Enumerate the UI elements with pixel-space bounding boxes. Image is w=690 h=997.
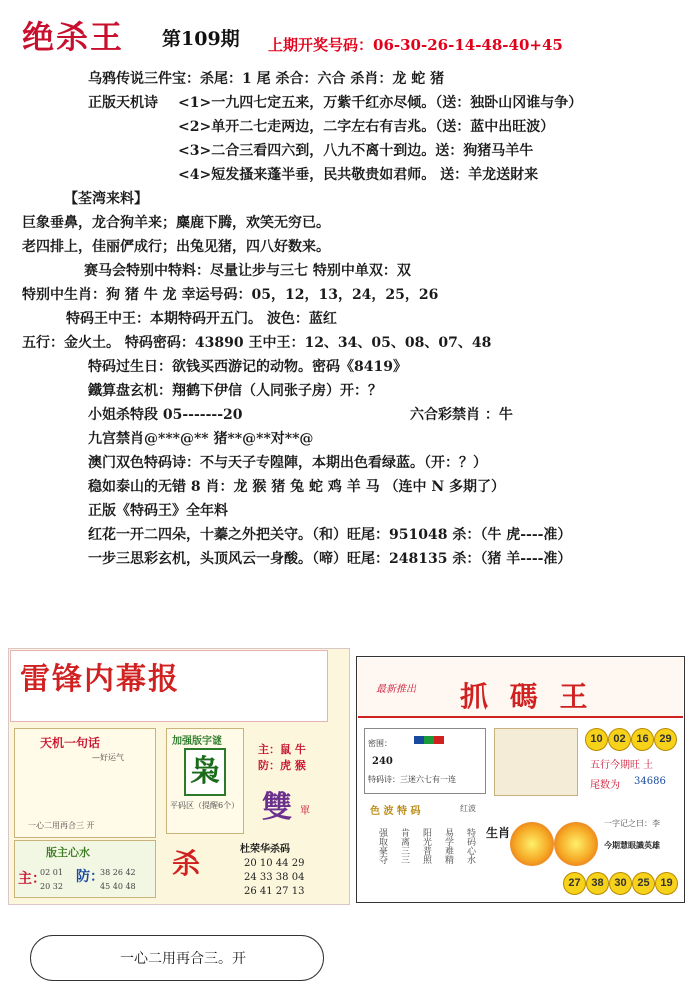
single-char: 單 [300,806,310,817]
color-suffix: 红波 [460,804,476,813]
zhu-nums-2: 20 32 [40,882,63,891]
text-line: 正版天机诗 [88,95,158,111]
page-title: 绝杀王 [22,18,125,56]
verse-column: 阳光普照 [421,828,431,864]
number-ball: 27 [563,872,586,895]
text-line: 六合彩禁肖 ：牛 [410,407,513,423]
text-line: 特码过生日：欲钱买西游记的动物。密码《8419》 [88,359,407,375]
text-line: 小姐杀特段 05-------20 [88,407,243,423]
section-heading: 【荃湾来料】 [64,191,148,207]
text-line: 九宫禁肖@***@** 猪**@**对**@ [88,431,314,447]
special-poem: 特码诗：三迷六七有一连 [368,775,456,784]
zhu-label: 主： [18,871,46,887]
text-line: 老四排上，佳丽俨成行；出兔见猪，四八好数来。 [22,239,330,255]
last-draw [268,34,563,55]
tianji-author: —好运气 [92,753,124,762]
leifeng-title: 雷锋内幕报 [20,662,180,697]
zimi-foot: 平码区（提醒6个） [170,801,240,810]
issue-number: 第109期 [162,28,240,50]
text-line: 一步三思彩玄机，头顶风云一身酸。（啼）旺尾：248135 杀：（猪 羊----准） [88,551,572,567]
note-line: 一字记之曰：李 [604,819,660,828]
fisherman-illustration [494,728,578,796]
fang-nums-2: 45 40 48 [100,882,136,891]
text-line: 五行：金火土。 特码密码：43890 王中王：12、34、05、08、07、48 [22,335,492,351]
text-line: 稳如泰山的无错 8 肖：龙 猴 猪 兔 蛇 鸡 羊 马 （连中 N 多期了） [88,479,506,495]
flag-block-icon [414,736,424,744]
number-ball: 29 [654,728,677,751]
fang-nums: 38 26 42 [100,868,136,877]
text-line: 巨象垂鼻，龙合狗羊来；麋鹿下腾，欢笑无穷已。 [22,215,330,231]
text-line: 赛马会特别中特料：尽量让步与三七 特别中单双：双 [84,263,411,279]
tail-value: 34686 [634,776,666,787]
shengxiao-label: 生肖 [486,826,511,840]
fang-label: 防： [76,869,104,885]
tianji-title: 天机一句话 [40,736,101,750]
text-line: <3>二合三看四六到，八九不离十到边。送：狗猪马羊牛 [178,143,534,159]
cloud-text: 一心二用再合三。开 [120,951,246,967]
text-line: <2>单开二七走两边，二字左右有吉兆。（送：蓝中出旺波） [178,119,555,135]
verse-column: 肯离三三 [399,828,409,864]
number-ball: 10 [585,728,608,751]
text-line: 正版《特码王》全年料 [88,503,228,519]
number-ball: 16 [631,728,654,751]
zhu-fang-text: 主：鼠 牛 防：虎 猴 [258,743,306,772]
text-line: 澳门双色特码诗：不与天子专隍陣，本期出色看绿蓝。（开：？） [88,455,487,471]
number-ball: 30 [609,872,632,895]
color-row: 色 波 特 码 [370,806,421,817]
secret-label: 密围： [368,739,392,748]
last-draw-label: 上期开奖号码： [268,36,374,54]
verse-column: 强取豪夺 [377,828,387,864]
wuxing-text: 五行今期旺 土 [590,760,654,771]
zhuama-small-label: 最新推出 [376,684,416,695]
text-line: 特别中生肖：狗 猪 牛 龙 幸运号码：05，12，13，24，25，26 [22,287,439,303]
banzhu-title: 版主心水 [46,846,90,859]
secret-value: 240 [372,756,393,767]
text-line: 乌鸦传说三件宝：杀尾：1 尾 杀合：六合 杀肖：龙 蛇 猪 [88,71,445,87]
number-ball: 38 [586,872,609,895]
note-line: 今期慧眼識英雄 [604,840,660,850]
text-line: <4>短发搔来蓬半垂，民共敬贵如君师。 送：羊龙送財来 [178,167,539,183]
zimi-title: 加强版字谜 [172,736,222,747]
text-line: 特码王中王：本期特码开五门。 波色：蓝红 [66,311,337,327]
number-ball: 19 [655,872,678,895]
text-line: 红花一开二四朵，十蓁之外把关守。（和）旺尾：951048 杀：（牛 虎----准） [88,527,572,543]
last-draw-numbers: 06-30-26-14-48-40+45 [373,36,563,54]
verse-column: 易学难精 [443,828,453,864]
tail-label: 尾数为 [590,780,620,791]
kill-row: 24 33 38 04 [244,872,305,883]
verse-column: 特码心水 [465,828,475,864]
number-ball: 25 [632,872,655,895]
text-line: <1>一九四七定五来，万紫千红亦尽倾。（送：独卧山冈谁与争） [178,95,583,111]
kill-row: 26 41 27 13 [244,886,305,897]
tianji-foot: 一心二用再合三 开 [28,821,95,830]
zimi-char: 枭 [184,748,226,796]
kill-row: 20 10 44 29 [244,858,305,869]
text-line: 鐵算盘玄机：翔鹤下伊信（人同张子房）开：？ [88,383,382,399]
kill-title: 杜荣华杀码 [240,844,290,855]
flag-block-icon [434,736,444,744]
zhu-nums: 02 01 [40,868,63,877]
number-ball: 02 [608,728,631,751]
flag-block-icon [424,736,434,744]
starburst-icon [554,822,598,866]
double-char: 雙 [262,790,292,825]
starburst-icon [510,822,554,866]
zhuama-title: 抓 碼 王 [460,680,594,713]
kill-char: 杀 [172,847,201,880]
